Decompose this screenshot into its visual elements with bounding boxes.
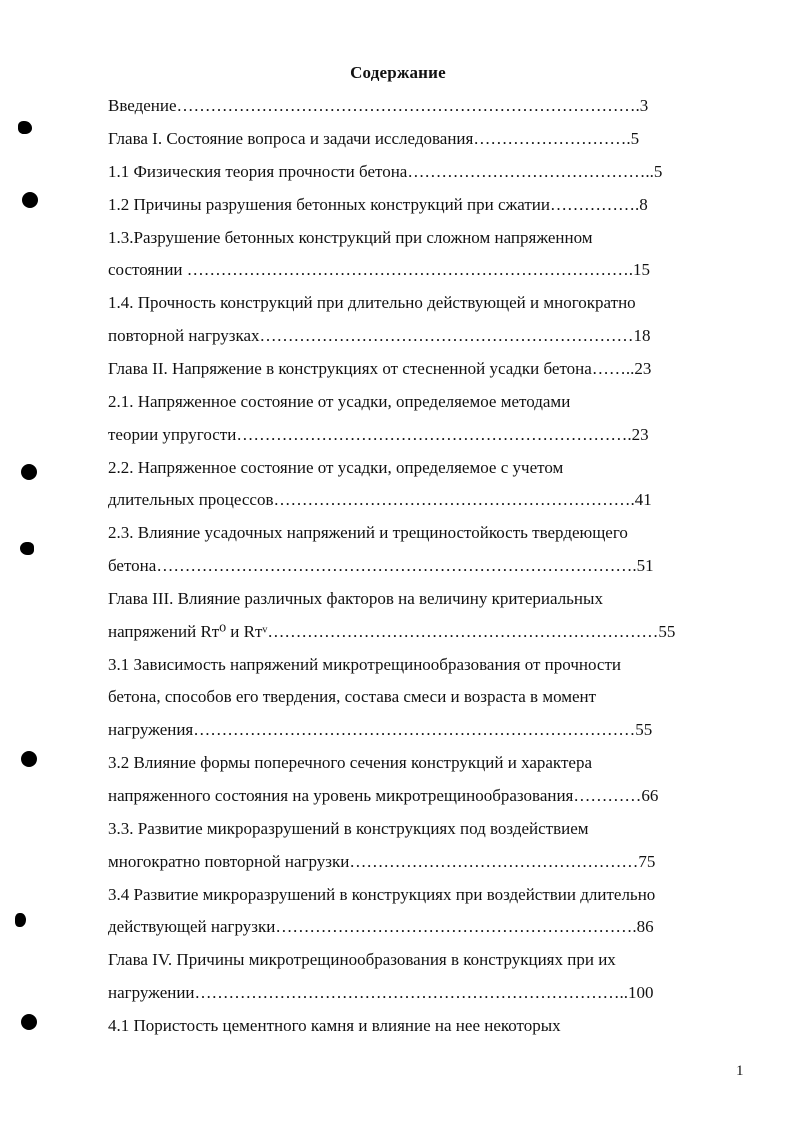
toc-line: нагружения……………………………………………………………………55 <box>108 720 653 739</box>
toc-line: Глава IV. Причины микротрещинообразования в конструкциях при их <box>108 950 616 969</box>
punch-hole-mark <box>21 751 37 767</box>
toc-line: теории упругости…………………………………………………………….23 <box>108 425 649 444</box>
toc-line: 3.1 Зависимость напряжений микротрещинообразования от прочности <box>108 655 621 674</box>
toc-line: 1.1 Физическия теория прочности бетона……………………………………..5 <box>108 162 663 181</box>
punch-hole-mark <box>15 913 26 927</box>
toc-line: 3.4 Развитие микроразрушений в конструкциях при воздействии длительно <box>108 885 656 904</box>
toc-line: повторной нагрузках…………………………………………………………18 <box>108 326 651 345</box>
toc-line: 1.2 Причины разрушения бетонных конструкций при сжатии…………….8 <box>108 195 648 214</box>
toc-line: напряжений Rт⁰ и Rтᵛ……………………………………………………………55 <box>108 622 676 641</box>
toc-line: Глава I. Состояние вопроса и задачи исследования……………………….5 <box>108 129 640 148</box>
punch-hole-mark <box>18 121 32 134</box>
toc-line: 4.1 Пористость цементного камня и влияние на нее некоторых <box>108 1016 561 1035</box>
toc-line: действующей нагрузки……………………………………………………….86 <box>108 917 654 936</box>
toc-line: 1.3.Разрушение бетонных конструкций при сложном напряженном <box>108 228 593 247</box>
toc-line: бетона………………………………………………………………………….51 <box>108 556 654 575</box>
toc-line: 2.2. Напряженное состояние от усадки, определяемое с учетом <box>108 458 564 477</box>
toc-line: нагружении…………………………………………………………………..100 <box>108 983 654 1002</box>
toc-line: 1.4. Прочность конструкций при длительно действующей и многократно <box>108 293 636 312</box>
toc-line: Глава III. Влияние различных факторов на величину критериальных <box>108 589 603 608</box>
toc-line: состоянии …………………………………………………………………….15 <box>108 260 651 279</box>
toc-line: 2.3. Влияние усадочных напряжений и трещиностойкость твердеющего <box>108 523 628 542</box>
toc-line: Введение……………………………………………………………………….3 <box>108 96 649 115</box>
toc-line: длительных процессов……………………………………………………….41 <box>108 490 652 509</box>
toc-line: 3.2 Влияние формы поперечного сечения конструкций и характера <box>108 753 592 772</box>
toc-line: Глава II. Напряжение в конструкциях от стесненной усадки бетона……..23 <box>108 359 652 378</box>
toc-line: напряженного состояния на уровень микротрещинообразования…………66 <box>108 786 659 805</box>
toc-line: 2.1. Напряженное состояние от усадки, определяемое методами <box>108 392 571 411</box>
toc-title: Содержание <box>350 63 446 82</box>
toc-line: 3.3. Развитие микроразрушений в конструкциях под воздействием <box>108 819 589 838</box>
toc-line: многократно повторной нагрузки……………………………………………75 <box>108 852 656 871</box>
punch-hole-mark <box>22 192 38 208</box>
page-number: 1 <box>736 1063 744 1079</box>
punch-hole-mark <box>21 464 37 480</box>
toc-line: бетона, способов его твердения, состава смеси и возраста в момент <box>108 687 597 706</box>
punch-hole-mark <box>21 1014 37 1030</box>
punch-hole-mark <box>20 542 34 555</box>
